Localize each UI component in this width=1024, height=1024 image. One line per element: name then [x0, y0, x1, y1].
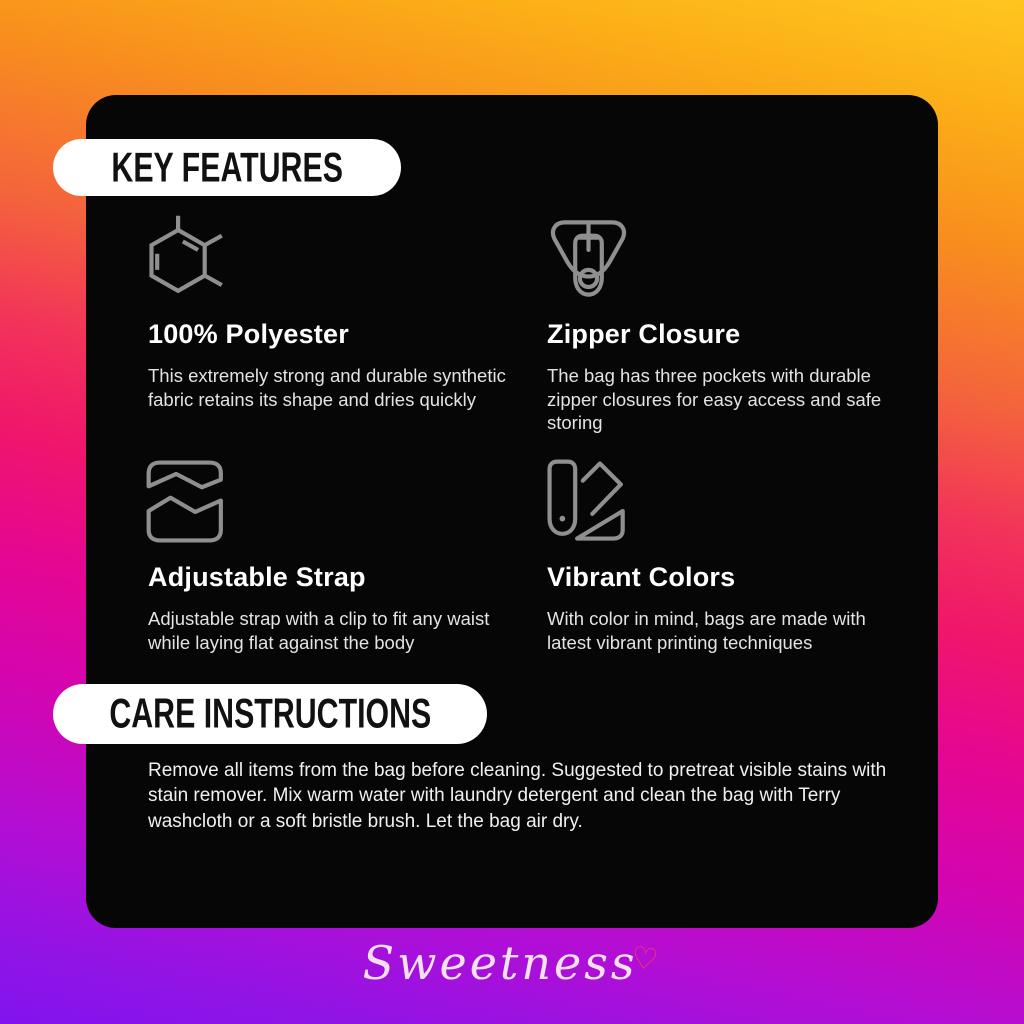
feature-description: With color in mind, bags are made with latest vibrant printing techniques	[547, 608, 866, 653]
feature-title: Zipper Closure	[547, 319, 741, 349]
feature-colors	[547, 454, 919, 654]
care-instructions-heading: CARE INSTRUCTIONS	[109, 690, 431, 737]
feature-title: Adjustable Strap	[148, 562, 366, 592]
feature-description: This extremely strong and durable synthetic fabric retains its shape and dries quickly	[148, 365, 506, 410]
brand-name: Sweetness	[362, 936, 638, 990]
feature-description: The bag has three pockets with durable zipper closures for easy access and safe storing	[547, 365, 882, 434]
color-swatch-icon	[541, 454, 636, 549]
feature-title: 100% Polyester	[148, 319, 349, 349]
heart-icon: ♡	[629, 940, 664, 979]
key-features-heading: KEY FEATURES	[111, 143, 343, 190]
molecule-icon	[142, 211, 237, 306]
feature-description: Adjustable strap with a clip to fit any waist while laying flat against the body	[148, 608, 490, 653]
feature-polyester	[148, 211, 520, 411]
key-features-header-pill	[53, 139, 401, 196]
care-instructions-body: Remove all items from the bag before cleaning. Suggested to pretreat visible stains with stain remover. Mix warm water with laundry detergent and clean the bag with Terry washcloth or a soft bristle brush. Let the bag air dry.	[148, 760, 887, 832]
feature-title: Vibrant Colors	[547, 562, 736, 592]
care-instructions-header-pill	[53, 684, 487, 744]
zipper-pull-icon	[541, 211, 636, 306]
feature-strap	[148, 454, 520, 654]
feature-zipper	[547, 211, 919, 435]
brand-logo	[0, 936, 1024, 990]
adjustable-strap-icon	[142, 454, 237, 549]
